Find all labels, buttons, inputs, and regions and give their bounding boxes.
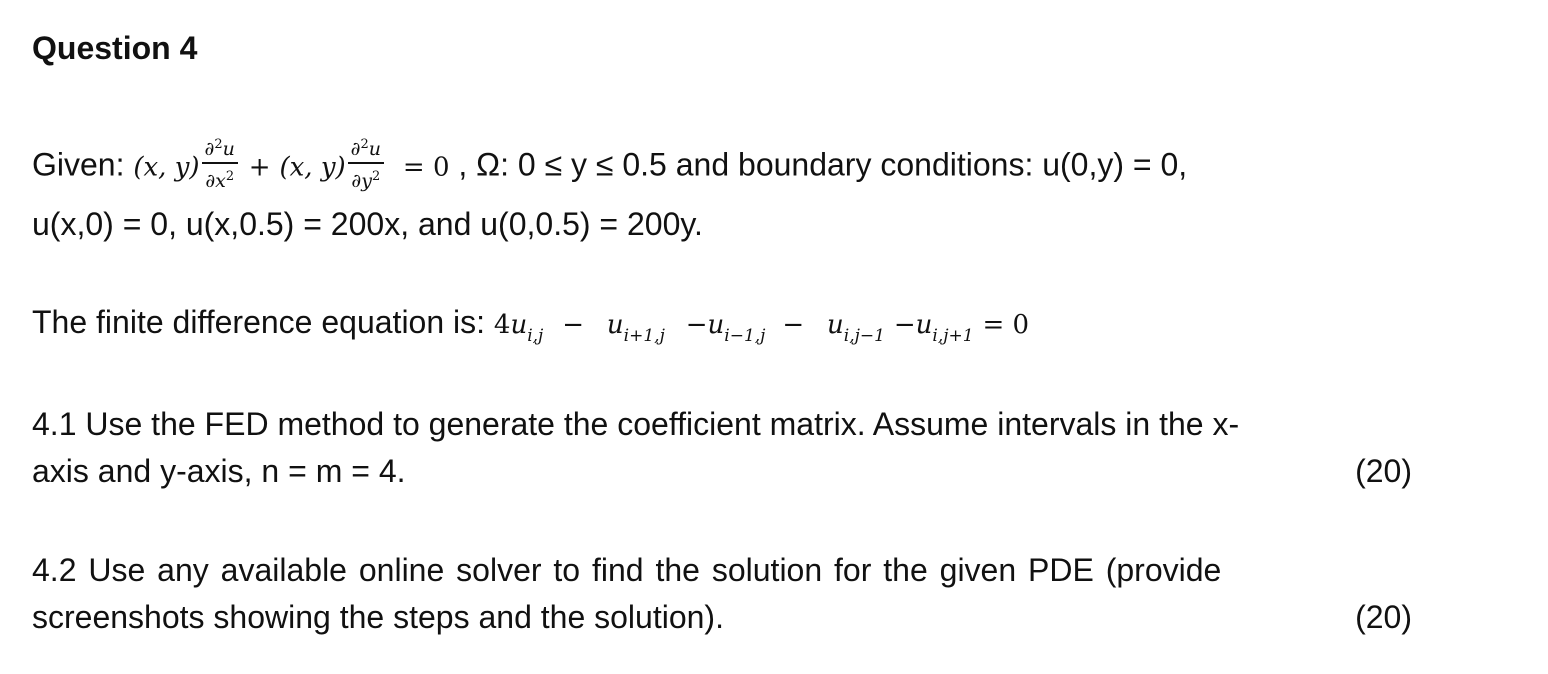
equals-zero: = 0	[402, 152, 450, 183]
question-4-2-text: screenshots showing the steps and the solution).	[32, 599, 724, 635]
coefficient-term-2: (x, y)	[279, 152, 346, 183]
question-4-1-marks: (20)	[1355, 453, 1412, 489]
fde-minus-3: −	[782, 310, 805, 340]
fde-minus-2: −	[685, 310, 708, 340]
fde-line	[32, 302, 1412, 356]
question-page	[32, 0, 1412, 674]
fde-minus-1: −	[562, 310, 585, 340]
question-4-2-line-1: 4.2 Use any available online solver to find the solution for the given PDE (provide	[32, 552, 1222, 588]
domain-and-boundary-text: Ω: 0 ≤ y ≤ 0.5 and boundary conditions: u(0,y) = 0,	[476, 146, 1188, 183]
coefficient-term-1: (x, y)	[133, 152, 200, 183]
question-4-2-line-2	[32, 597, 1412, 637]
plus-sign: +	[248, 152, 271, 183]
given-line-2: u(x,0) = 0, u(x,0.5) = 200x, and u(0,0.5) = 200y.	[32, 206, 703, 242]
fde-minus-4: −	[893, 310, 916, 340]
question-4-1-line-1: 4.1 Use the FED method to generate the coefficient matrix. Assume intervals in the x-	[32, 406, 1240, 442]
given-label: Given:	[32, 146, 125, 183]
fde-term-u-ij: $u_{i,j}$	[510, 310, 544, 346]
fde-intro: The finite difference equation is:	[32, 304, 486, 340]
question-4-1-line-2	[32, 451, 1412, 491]
question-4-1-text: axis and y-axis, n = m = 4.	[32, 453, 406, 489]
given-line-1	[32, 138, 1412, 196]
question-title: Question 4	[32, 30, 198, 66]
fde-term-u-ijm1: $u_{i,j-1}$	[827, 310, 885, 346]
second-partial-y: $\frac{\partial^2u}{\partial y^2}$	[348, 134, 384, 192]
fde-term-u-im1j: $u_{i-1,j}$	[707, 310, 766, 346]
fde-term-u-ijp1: $u_{i,j+1}$	[915, 310, 974, 346]
fde-coefficient: 4	[493, 310, 511, 340]
question-4-2-marks: (20)	[1355, 599, 1412, 635]
given-comma: ,	[458, 146, 468, 183]
fde-equals-zero: = 0	[982, 310, 1030, 340]
fde-term-u-ip1j: $u_{i+1,j}$	[606, 310, 665, 346]
second-partial-x: $\frac{\partial^2u}{\partial x^2}$	[202, 134, 238, 192]
